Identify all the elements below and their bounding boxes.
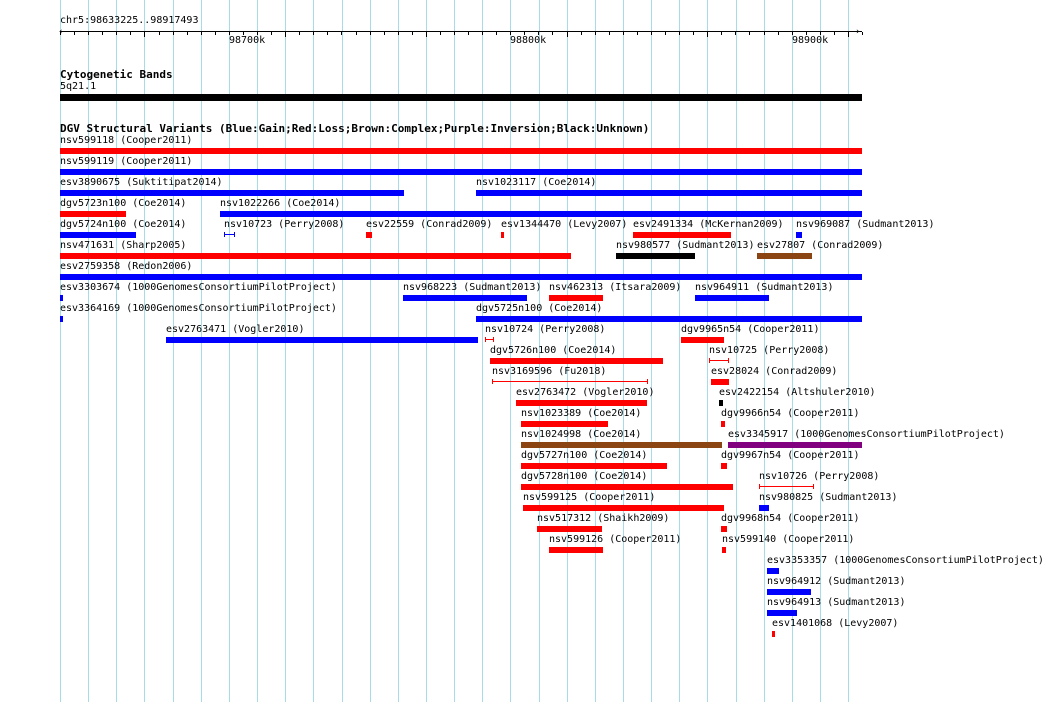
feature-label[interactable]: nsv964913 (Sudmant2013) <box>767 597 906 608</box>
ruler-tick <box>74 32 75 35</box>
feature-bar[interactable] <box>721 463 727 469</box>
ruler-tick <box>581 32 582 35</box>
ruler-tick <box>637 32 638 35</box>
grid-line <box>285 0 286 702</box>
feature-label[interactable]: nsv1022266 (Coe2014) <box>220 198 341 209</box>
grid-line <box>370 0 371 702</box>
feature-bar[interactable] <box>60 295 63 301</box>
feature-bar[interactable] <box>476 190 862 196</box>
ruler-tick <box>159 32 160 35</box>
grid-line <box>342 0 343 702</box>
feature-label[interactable]: nsv980577 (Sudmant2013) <box>616 240 755 251</box>
feature-bar[interactable] <box>366 232 372 238</box>
feature-span-line[interactable] <box>709 360 729 361</box>
feature-label[interactable]: dgv5726n100 (Coe2014) <box>490 345 617 356</box>
feature-span-cap <box>813 484 814 489</box>
feature-label[interactable]: dgv9966n54 (Cooper2011) <box>721 408 860 419</box>
feature-span-cap <box>647 379 648 384</box>
ruler-right-arrow-icon: › <box>855 27 861 37</box>
ruler-tick <box>749 32 750 35</box>
feature-label[interactable]: esv3890675 (Suktitipat2014) <box>60 177 223 188</box>
feature-label[interactable]: nsv599126 (Cooper2011) <box>549 534 682 545</box>
ruler-tick <box>595 32 596 35</box>
ruler-tick <box>285 32 286 37</box>
ruler-tick <box>215 32 216 35</box>
feature-label[interactable]: esv3353357 (1000GenomesConsortiumPilotProject) <box>767 555 1044 566</box>
cytoband-label: 5q21.1 <box>60 81 97 92</box>
feature-label[interactable]: esv2759358 (Redon2006) <box>60 261 193 272</box>
feature-bar[interactable] <box>767 610 797 616</box>
feature-label[interactable]: esv22559 (Conrad2009) <box>366 219 493 230</box>
feature-bar[interactable] <box>60 190 404 196</box>
feature-label[interactable]: dgv9968n54 (Cooper2011) <box>721 513 860 524</box>
feature-label[interactable]: esv2763471 (Vogler2010) <box>166 324 305 335</box>
feature-bar[interactable] <box>759 505 769 511</box>
ruler-tick <box>778 32 779 35</box>
feature-label[interactable]: esv1344470 (Levy2007) <box>501 219 628 230</box>
feature-bar[interactable] <box>711 379 729 385</box>
feature-bar[interactable] <box>695 295 769 301</box>
feature-label[interactable]: esv27807 (Conrad2009) <box>757 240 884 251</box>
grid-line <box>173 0 174 702</box>
ruler-region-label: chr5:98633225..98917493 <box>60 15 199 26</box>
feature-bar[interactable] <box>767 568 779 574</box>
feature-bar[interactable] <box>60 274 862 280</box>
feature-bar[interactable] <box>796 232 802 238</box>
ruler-tick <box>370 32 371 35</box>
feature-bar[interactable] <box>719 400 723 406</box>
feature-label[interactable]: dgv5724n100 (Coe2014) <box>60 219 187 230</box>
ruler-tick <box>356 32 357 35</box>
feature-span-cap <box>492 379 493 384</box>
feature-label[interactable]: dgv5725n100 (Coe2014) <box>476 303 603 314</box>
dgv-track-title[interactable]: DGV Structural Variants (Blue:Gain;Red:Loss;Brown:Complex;Purple:Inversion;Black:Unknown) <box>60 122 650 135</box>
feature-span-cap <box>234 232 235 237</box>
feature-span-cap <box>728 358 729 363</box>
feature-bar[interactable] <box>60 232 136 238</box>
feature-label[interactable]: esv2422154 (Altshuler2010) <box>719 387 876 398</box>
ruler-tick <box>862 32 863 35</box>
ruler-tick <box>735 32 736 35</box>
grid-line <box>144 0 145 702</box>
grid-line <box>623 0 624 702</box>
ruler-tick <box>707 32 708 37</box>
feature-label[interactable]: nsv517312 (Shaikh2009) <box>537 513 670 524</box>
feature-span-cap <box>493 337 494 342</box>
feature-label[interactable]: nsv964911 (Sudmant2013) <box>695 282 834 293</box>
feature-label[interactable]: nsv1024998 (Coe2014) <box>521 429 642 440</box>
feature-label[interactable]: dgv5723n100 (Coe2014) <box>60 198 187 209</box>
feature-bar[interactable] <box>403 295 527 301</box>
feature-bar[interactable] <box>60 148 862 154</box>
feature-span-line[interactable] <box>492 381 648 382</box>
feature-label[interactable]: esv3303674 (1000GenomesConsortiumPilotProject) <box>60 282 337 293</box>
ruler-tick <box>552 32 553 35</box>
ruler-tick <box>271 32 272 35</box>
feature-span-cap <box>485 337 486 342</box>
feature-span-cap <box>709 358 710 363</box>
feature-bar[interactable] <box>537 526 602 532</box>
ruler-tick <box>187 32 188 35</box>
ruler-tick <box>173 32 174 35</box>
feature-label[interactable]: esv2491334 (McKernan2009) <box>633 219 784 230</box>
feature-label[interactable]: nsv3169596 (Fu2018) <box>492 366 607 377</box>
ruler-tick <box>201 32 202 35</box>
ruler-tick-label: 98800k <box>510 35 547 46</box>
ruler-tick <box>102 32 103 35</box>
feature-label[interactable]: esv1401068 (Levy2007) <box>772 618 899 629</box>
feature-bar[interactable] <box>490 358 663 364</box>
ruler-tick <box>623 32 624 35</box>
feature-bar[interactable] <box>166 337 478 343</box>
feature-span-line[interactable] <box>759 486 814 487</box>
ruler-tick <box>144 32 145 37</box>
grid-line <box>229 0 230 702</box>
feature-label[interactable]: esv28024 (Conrad2009) <box>711 366 838 377</box>
feature-bar[interactable] <box>501 232 504 238</box>
feature-bar[interactable] <box>549 547 603 553</box>
ruler-tick <box>327 32 328 35</box>
grid-line <box>426 0 427 702</box>
grid-line <box>88 0 89 702</box>
feature-label[interactable]: esv2763472 (Vogler2010) <box>516 387 655 398</box>
ruler-tick <box>116 32 117 35</box>
feature-bar[interactable] <box>220 211 862 217</box>
feature-bar[interactable] <box>681 337 724 343</box>
feature-label[interactable]: nsv599119 (Cooper2011) <box>60 156 193 167</box>
feature-bar[interactable] <box>521 463 667 469</box>
feature-bar[interactable] <box>521 421 608 427</box>
feature-label[interactable]: esv3364169 (1000GenomesConsortiumPilotProject) <box>60 303 337 314</box>
ruler-tick-label: 98900k <box>792 35 829 46</box>
cytoband-bar[interactable] <box>60 94 862 101</box>
grid-line <box>482 0 483 702</box>
ruler-tick <box>426 32 427 37</box>
grid-line <box>454 0 455 702</box>
ruler-tick <box>651 32 652 35</box>
feature-label[interactable]: nsv10725 (Perry2008) <box>709 345 830 356</box>
ruler-tick <box>496 32 497 35</box>
ruler-tick <box>609 32 610 35</box>
ruler-tick <box>440 32 441 35</box>
feature-label[interactable]: nsv969087 (Sudmant2013) <box>796 219 935 230</box>
grid-line <box>313 0 314 702</box>
feature-span-cap <box>759 484 760 489</box>
ruler-tick <box>721 32 722 35</box>
ruler-scale <box>58 27 862 40</box>
feature-bar[interactable] <box>60 169 862 175</box>
grid-line <box>651 0 652 702</box>
ruler-tick <box>848 32 849 37</box>
grid-line <box>58 0 64 702</box>
feature-bar[interactable] <box>616 253 695 259</box>
feature-bar[interactable] <box>60 316 63 322</box>
ruler-tick <box>398 32 399 35</box>
ruler-tick <box>468 32 469 35</box>
ruler-tick <box>299 32 300 35</box>
feature-label[interactable]: dgv5728n100 (Coe2014) <box>521 471 648 482</box>
feature-label[interactable]: nsv599125 (Cooper2011) <box>523 492 656 503</box>
ruler-tick <box>313 32 314 35</box>
feature-bar[interactable] <box>728 442 862 448</box>
feature-bar[interactable] <box>521 484 733 490</box>
ruler-tick <box>130 32 131 35</box>
ruler-tick <box>679 32 680 35</box>
ruler-tick <box>482 32 483 35</box>
feature-bar[interactable] <box>549 295 603 301</box>
feature-label[interactable]: dgv9965n54 (Cooper2011) <box>681 324 820 335</box>
feature-bar[interactable] <box>521 442 722 448</box>
feature-label[interactable]: nsv599118 (Cooper2011) <box>60 135 193 146</box>
feature-label[interactable]: nsv1023389 (Coe2014) <box>521 408 642 419</box>
feature-label[interactable]: nsv968223 (Sudmant2013) <box>403 282 542 293</box>
ruler-tick <box>88 32 89 35</box>
feature-bar[interactable] <box>721 526 727 532</box>
feature-label[interactable]: dgv5727n100 (Coe2014) <box>521 450 648 461</box>
feature-span-cap <box>224 232 225 237</box>
feature-bar[interactable] <box>60 211 126 217</box>
feature-label[interactable]: dgv9967n54 (Cooper2011) <box>721 450 860 461</box>
feature-bar[interactable] <box>60 253 571 259</box>
ruler-tick <box>834 32 835 35</box>
feature-bar[interactable] <box>772 631 775 637</box>
ruler-tick <box>665 32 666 35</box>
feature-bar[interactable] <box>516 400 647 406</box>
feature-label[interactable]: nsv964912 (Sudmant2013) <box>767 576 906 587</box>
feature-bar[interactable] <box>767 589 811 595</box>
ruler-tick <box>454 32 455 35</box>
feature-label[interactable]: nsv471631 (Sharp2005) <box>60 240 187 251</box>
feature-label[interactable]: nsv10723 (Perry2008) <box>224 219 345 230</box>
feature-label[interactable]: esv3345917 (1000GenomesConsortiumPilotProject) <box>728 429 1005 440</box>
grid-line <box>398 0 399 702</box>
ruler-tick-label: 98700k <box>229 35 266 46</box>
feature-label[interactable]: nsv599140 (Cooper2011) <box>722 534 855 545</box>
feature-bar[interactable] <box>476 316 862 322</box>
ruler-tick <box>341 32 342 35</box>
feature-bar[interactable] <box>523 505 724 511</box>
feature-label[interactable]: nsv980825 (Sudmant2013) <box>759 492 898 503</box>
feature-label[interactable]: nsv10724 (Perry2008) <box>485 324 606 335</box>
feature-label[interactable]: nsv10726 (Perry2008) <box>759 471 880 482</box>
ruler-tick <box>384 32 385 35</box>
grid-line <box>679 0 680 702</box>
feature-label[interactable]: nsv1023117 (Coe2014) <box>476 177 597 188</box>
feature-bar[interactable] <box>633 232 731 238</box>
ruler-baseline <box>60 31 862 32</box>
feature-bar[interactable] <box>722 547 726 553</box>
ruler-tick <box>764 32 765 35</box>
feature-bar[interactable] <box>757 253 812 259</box>
ruler-tick <box>412 32 413 35</box>
ruler-tick <box>567 32 568 37</box>
ruler-tick <box>693 32 694 35</box>
cytoband-track-title[interactable]: Cytogenetic Bands <box>60 68 173 81</box>
feature-bar[interactable] <box>721 421 725 427</box>
grid-line <box>201 0 202 702</box>
ruler-left-arrow-icon: ‹ <box>58 27 64 37</box>
feature-label[interactable]: nsv462313 (Itsara2009) <box>549 282 682 293</box>
grid-line <box>257 0 258 702</box>
grid-line <box>116 0 117 702</box>
